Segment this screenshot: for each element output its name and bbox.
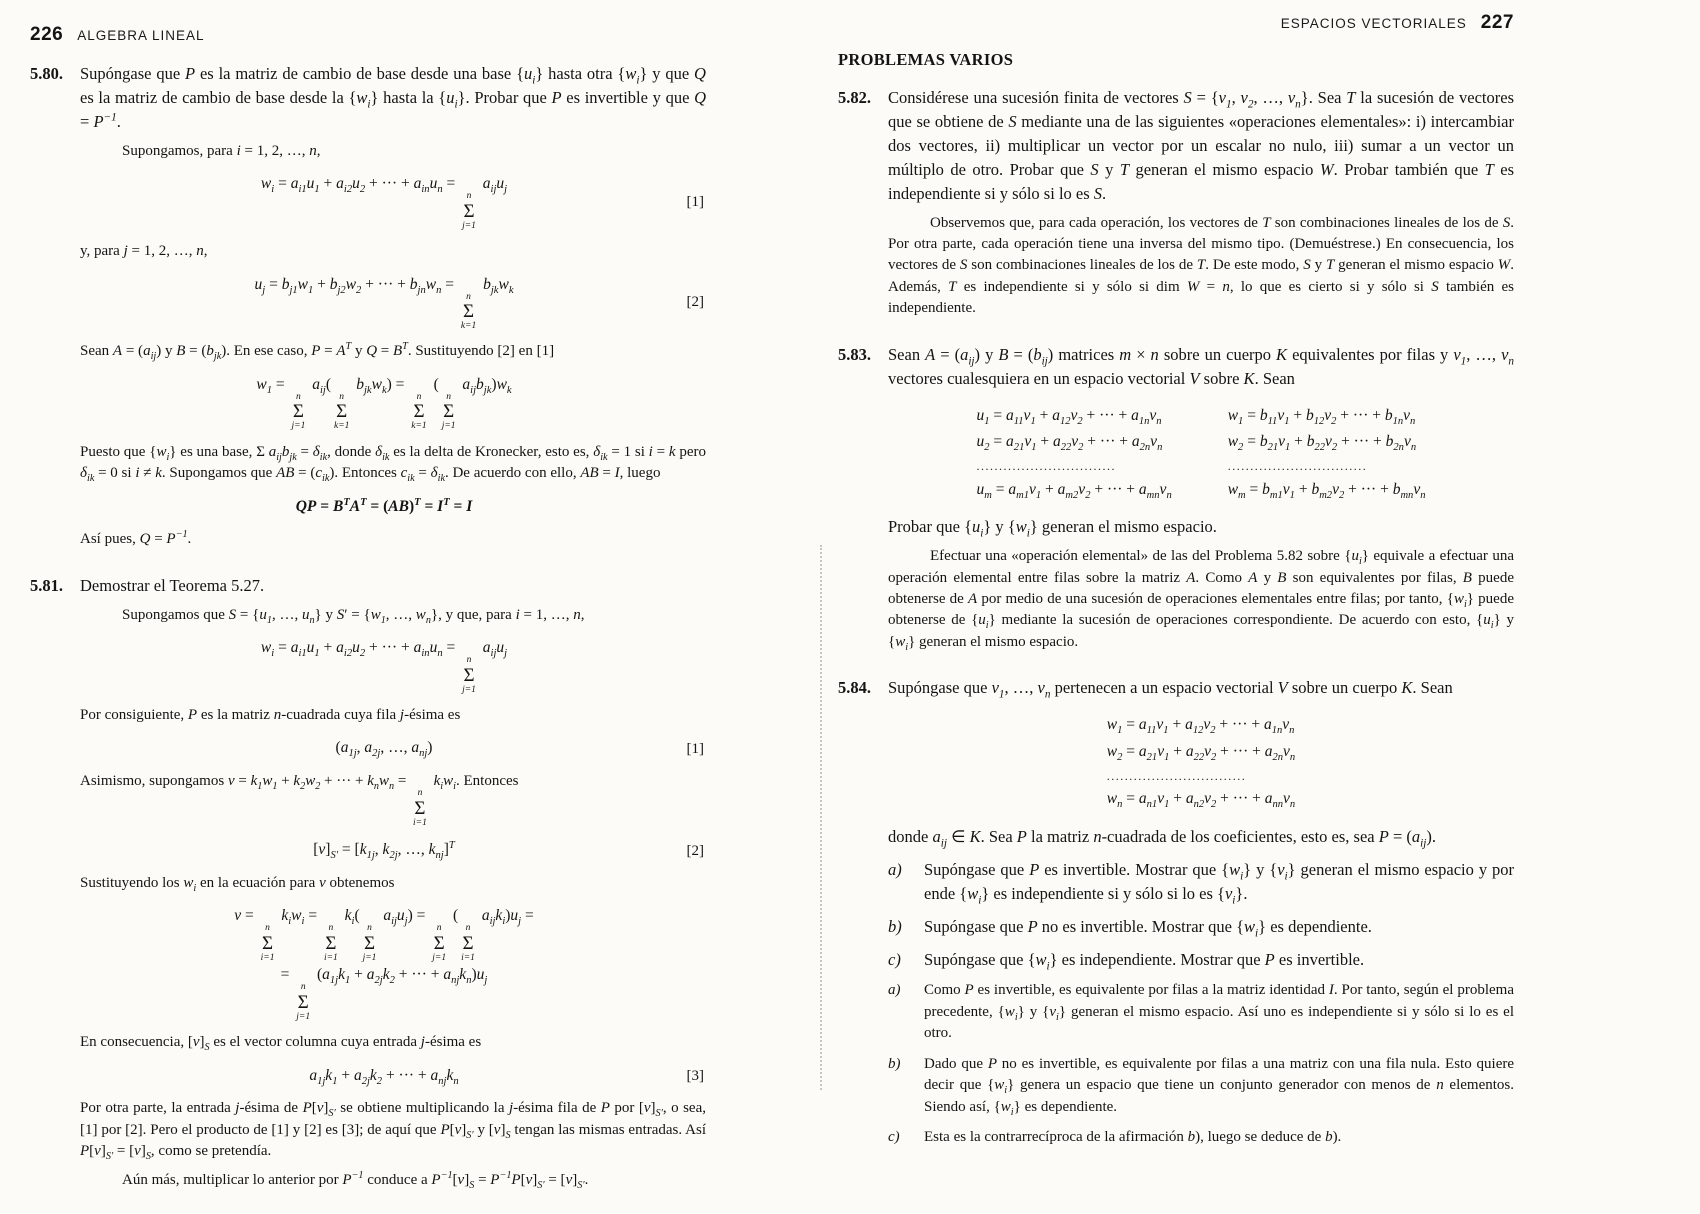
equation-math: $u_j = b_{j1}w_1 + b_{j2}w_2$ + ··· + $b_{jn}w_n$ = n Σ k=1 $b_{jk}w_k$ (254, 275, 514, 331)
page-number: 226 (30, 24, 64, 45)
solution-paragraph: Puesto que $\{w_i\}$ es una base, Σ $a_{ij}b_{jk} = \delta_{ik}$, donde $\delta_{ik}$ es la delta de Kronecker, esto es, $\delta_{ik} = 1$ si i = k pero $\delta_{ik} = 0$ si i ≠ k. Supongamos que AB = $(c_{ik})$. Entonces $c_{ik} = \delta_{ik}$. De acuerdo con ello, AB = I, luego (80, 443, 706, 485)
equation-math: $w_2 = b_{21}v_1 + b_{22}v_2$ + ··· + $b_{2n}v_n$ (1227, 433, 1417, 454)
equation-math: $w_i = a_{i1}u_1 + a_{i2}u_2$ + ··· + $a_{in}u_n$ = n Σ j=1 $a_{ij}u_j$ (260, 639, 508, 695)
running-title: ALGEBRA LINEAL (77, 28, 205, 43)
problem-5-80 (30, 62, 706, 558)
problem-statement: Considérese una sucesión finita de vectores $S = \{v_1$, $v_2$, …, $v_n$}. Sea T la sucesión de vectores que se obtiene de S mediante una de las siguientes «operaciones elementales»: i) intercambiar dos vectores, ii) multiplicar un vector por un escalar no nulo, iii) sumar a un vector un múltiplo de otro. Probar que S y T generan el mismo espacio W. Probar también que T es independiente si y sólo si lo es S. (888, 88, 1515, 203)
item-text: Dado que P no es invertible, es equivalente por filas a una matriz con una fila nula. Esto quiere decir que $\{w_i\}$ genera un espacio que tiene un conjunto generador con menos de n elementos. Siendo así, $\{w_i\}$ es dependiente. (924, 1055, 1515, 1118)
equation-math: = n Σ j=1 ($a_{1j}k_1 + a_{2j}k_2$ + ··· + $a_{nj}k_n)u_j$ (280, 966, 488, 1022)
problem-5-84 (838, 676, 1514, 1157)
solution-item-b (888, 1054, 1514, 1118)
equation (80, 736, 704, 761)
equation-column-u (977, 403, 1172, 504)
equation-math: $u_2 = a_{21}v_1 + a_{22}v_2$ + ··· + $a_{2n}v_n$ (976, 433, 1163, 454)
equation (80, 636, 688, 695)
equation-math: $w_m = b_{m1}v_1 + b_{m2}v_2$ + ··· + $b_{mn}v_n$ (1227, 480, 1426, 501)
item-label: b) (888, 1055, 901, 1072)
solution-paragraph: Efectuar una «operación elemental» de las del Problema 5.82 sobre $\{u_i\}$ equivale a efectuar una operación elemental entre filas sobre la matriz A. Como A y B son equivalentes por filas, B puede obtenerse de A por medio de una sucesión de operaciones elementales entre filas; por tanto, $\{w_i\}$ puede obtenerse de $\{u_i\}$ mediante la sucesión de operaciones correspondiente. De acuerdo con esto, $\{u_i\}$ y $\{w_i\}$ generan el mismo espacio. (888, 548, 1515, 653)
item-label: a) (888, 982, 901, 999)
solution-paragraph: Supongamos que $S = \{u_1$, …, $u_n$} y $S' = \{w_1$, …, $w_n$}, y que, para i = 1, …, n, (122, 606, 585, 626)
equation-math: $[v]_{S'} = [k_{1j}$, $k_{2j}$, …, $k_{nj}]^T$ (313, 840, 455, 862)
equation (80, 172, 704, 231)
equation-label: [3] (686, 1067, 704, 1084)
solution-paragraph: Supongamos, para i = 1, 2, …, n, (122, 142, 321, 159)
question-item-a (888, 858, 1514, 906)
section-heading: PROBLEMAS VARIOS (838, 50, 1014, 69)
item-text: Supóngase que P es invertible. Mostrar que $\{w_i\}$ y $\{v_i\}$ generan el mismo espacio y por ende $\{w_i\}$ es independiente si y sólo si lo es $\{v_i\}$. (924, 859, 1515, 906)
equation-system (888, 403, 1514, 504)
equation-math: QP = $B^TA^T = (AB)^T = I^T = I$ (295, 496, 473, 515)
equation-column-w (1107, 712, 1295, 813)
equation-math: $w_2 = a_{21}v_1 + a_{22}v_2$ + ··· + $a_{2n}v_n$ (1106, 742, 1296, 764)
problem-statement: Sean $A = (a_{ij})$ y $B = (b_{ij})$ matrices m × n sobre un cuerpo K equivalentes por filas y $v_1$, …, $v_n$ vectores cualesquiera en un espacio vectorial V sobre K. Sean (888, 344, 1515, 388)
equation (80, 273, 704, 332)
solution-paragraph: Sean $A = (a_{ij})$ y $B = (b_{jk})$. En ese caso, $P = A^T$ y $Q = B^T$. Sustituyendo [2] en [1] (80, 341, 555, 363)
page-left-226 (30, 0, 706, 1214)
problem-body (888, 343, 1514, 661)
item-text: Supóngase que P no es invertible. Mostrar que $\{w_i\}$ es dependiente. (924, 916, 1372, 939)
problem-number: 5.84. (838, 678, 871, 698)
equation-math: v = n Σ i=1 $k_iw_i$ = n Σ i=1 $k_i$( n Σ j=1 $a_{ij}u_j$) = n Σ j=1 ( n Σ i=1 $a_{ij}k_i)u_j$ = (234, 907, 534, 963)
equation-math: $w_1 = a_{11}v_1 + a_{12}v_2$ + ··· + $a_{1n}v_n$ (1106, 716, 1295, 737)
question-item-c (888, 948, 1514, 972)
equation (80, 495, 688, 520)
problem-5-83 (838, 343, 1514, 661)
item-text: Esta es la contrarrecíproca de la afirmación b), luego se deduce de b). (924, 1129, 1342, 1146)
equation-math: ($a_{1j}$, $a_{2j}$, …, $a_{nj}$) (335, 739, 433, 760)
solution-paragraph: Aún más, multiplicar lo anterior por $P^{-1}$ conduce a $P^{-1}[v]_S = P^{-1}P[v]_{S'} = [v]_{S'}$. (122, 1169, 589, 1191)
solution-items (888, 980, 1514, 1148)
problem-number: 5.82. (838, 88, 871, 107)
item-label: c) (888, 949, 901, 969)
equation-math: $w_i = a_{i1}u_1 + a_{i2}u_2$ + ··· + $a_{in}u_n$ = n Σ j=1 $a_{ij}u_j$ (260, 175, 508, 231)
equation-label: [1] (686, 740, 704, 757)
problem-number: 5.83. (838, 344, 871, 364)
item-text: Supóngase que $\{w_i\}$ es independiente. Mostrar que P es invertible. (924, 949, 1365, 972)
solution-item-a (888, 980, 1514, 1044)
solution-paragraph: Por consiguiente, P es la matriz n-cuadrada cuya fila j-ésima es (80, 707, 461, 724)
running-head-right (838, 12, 1514, 34)
problem-number: 5.81. (30, 575, 63, 595)
page-number: 227 (1480, 12, 1514, 33)
problem-statement: Supóngase que $v_1$, …, $v_n$ pertenecen a un espacio vectorial V sobre un cuerpo K. Sean (888, 678, 1453, 701)
ellipsis-row: ............................... (1106, 768, 1247, 783)
equation-math: $u_m = a_{m1}v_1 + a_{m2}v_2$ + ··· + $a_{mn}v_n$ (976, 480, 1172, 501)
solution-paragraph: Asimismo, supongamos $v = k_1w_1 + k_2w_2$ + ··· + $k_nw_n$ = n Σ i=1 $k_iw_i$. Entonces (80, 773, 519, 828)
problem-body (888, 676, 1514, 1157)
equation (80, 373, 688, 432)
problem-body (80, 62, 706, 558)
equation-system (888, 712, 1514, 813)
running-head-left (30, 24, 706, 46)
ellipsis-row: ............................... (976, 458, 1117, 473)
equation-label: [2] (686, 293, 704, 310)
solution-paragraph: En consecuencia, $[v]_S$ es el vector columna cuya entrada j-ésima es (80, 1034, 482, 1054)
problem-5-82 (838, 86, 1514, 327)
equation-column-w (1228, 403, 1426, 504)
solution-paragraph: Por otra parte, la entrada j-ésima de $P[v]_{S'}$ se obtiene multiplicando la j-ésima fila de P por $[v]_{S'}$, o sea, [1] por [2]. Pero el producto de [1] y [2] es [3]; de aquí que $P[v]_{S'}$ y $[v]_S$ tengan las mismas entradas. Así $P[v]_{S'} = [v]_S$, como se pretendía. (80, 1100, 706, 1163)
equation-math: $u_1 = a_{11}v_1 + a_{12}v_2$ + ··· + $a_{1n}v_n$ (976, 406, 1162, 427)
solution-paragraph: Sustituyendo los $w_i$ en la ecuación para v obtenemos (80, 874, 395, 894)
problem-statement: Demostrar el Teorema 5.27. (80, 575, 265, 595)
solution-item-c (888, 1127, 1514, 1148)
solution-paragraph: Observemos que, para cada operación, los vectores de T son combinaciones lineales de los de S. Por otra parte, cada operación tiene una inversa del mismo tipo. (Demuéstrese.) En consecuencia, los vectores de S son combinaciones lineales de los de T. De este modo, S y T generan el mismo espacio W. Además, T es independiente si y sólo si dim W = n, lo que es cierto si y sólo si S también es independiente. (888, 214, 1514, 317)
problem-body (80, 574, 706, 1198)
item-label: b) (888, 916, 902, 936)
equation (80, 904, 688, 1022)
equation (80, 838, 704, 863)
page-gutter-divider (820, 545, 822, 1090)
item-text: Como P es invertible, es equivalente por filas a la matriz identidad I. Por tanto, según el problema precedente, $\{w_i\}$ y $\{v_i\}$ generan el mismo espacio. Así uno es independiente si y sólo si lo es el otro. (924, 982, 1515, 1042)
question-items (888, 858, 1514, 972)
page-right-227 (838, 0, 1514, 1174)
problem-number: 5.80. (30, 64, 63, 83)
item-label: c) (888, 1129, 900, 1146)
equation-math: $w_1$ = n Σ j=1 $a_{ij}$( n Σ k=1 $b_{jk}w_k$) = n Σ k=1 ( n Σ j=1 $a_{ij}b_{jk})w_k$ (256, 375, 512, 432)
equation-math: $a_{1j}k_1 + a_{2j}k_2$ + ··· + $a_{nj}k_n$ (309, 1066, 459, 1087)
solution-paragraph: y, para j = 1, 2, …, n, (80, 243, 208, 260)
equation-math: $w_1 = b_{11}v_1 + b_{12}v_2$ + ··· + $b_{1n}v_n$ (1227, 406, 1416, 427)
equation (80, 1064, 704, 1089)
solution-paragraph: Así pues, $Q = P^{-1}$. (80, 529, 192, 548)
problem-body (888, 86, 1514, 327)
problem-statement-continued: donde $a_{ij}$ ∈ K. Sea P la matriz n-cuadrada de los coeficientes, esto es, sea $P = (a_{ij})$. (888, 826, 1436, 850)
problem-5-81 (30, 574, 706, 1198)
ellipsis-row: ............................... (1227, 458, 1368, 473)
running-title: ESPACIOS VECTORIALES (1280, 16, 1467, 31)
equation-label: [1] (686, 193, 704, 210)
equation-math: $w_n = a_{n1}v_1 + a_{n2}v_2$ + ··· + $a_{nn}v_n$ (1106, 790, 1296, 811)
question-item-b (888, 915, 1514, 939)
problem-statement-continued: Probar que $\{u_i\}$ y $\{w_i\}$ generan el mismo espacio. (888, 517, 1217, 540)
item-label: a) (888, 859, 902, 879)
equation-label: [2] (686, 842, 704, 859)
problem-statement: Supóngase que P es la matriz de cambio de base desde una base $\{u_i\}$ hasta otra $\{w_i\}$ y que Q es la matriz de cambio de base desde la $\{w_i\}$ hasta la $\{u_i\}$. Probar que P es invertible y que $Q = P^{-1}$. (80, 64, 706, 131)
